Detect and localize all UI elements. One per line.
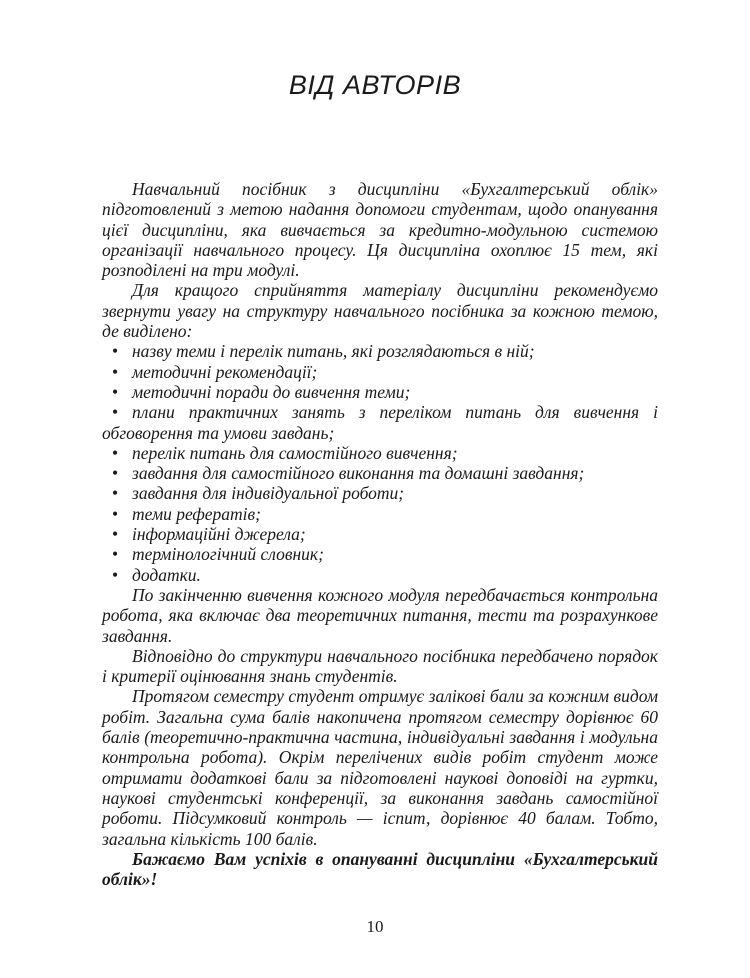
bullet-icon: • <box>112 463 119 484</box>
assessment-paragraph: Відповідно до структури навчального посібника передбачено порядок і критерії оцінювання знань студентів. <box>102 645 658 687</box>
page-title: ВІД АВТОРІВ <box>288 70 462 100</box>
list-item: • додатки. <box>112 564 201 585</box>
list-item: • методичні поради до вивчення теми; <box>112 381 411 402</box>
list-item: • перелік питань для самостійного вивчення; <box>112 442 458 463</box>
bullet-icon: • <box>112 442 119 463</box>
bullet-icon: • <box>112 381 119 402</box>
list-item: • інформаційні джерела; <box>112 524 306 545</box>
list-item: • завдання для індивідуальної роботи; <box>112 483 405 504</box>
scoring-paragraph: Протягом семестру студент отримує залікові бали за кожним видом робіт. Загальна сума балів накопичена протягом семестру дорівнює 60 балів (теоретично-практична частина, індивідуальні завдання і модульна контрольна робота). Окрім перелічених видів робіт студент може отримати додаткові бали за підготовлені наукові доповіді на гуртки, наукові студентські конференції, за виконання завдань самостійної роботи. Підсумковий контроль — іспит, дорівнює 40 балам. Тобто, загальна кількість 100 балів. <box>102 686 658 849</box>
bullet-icon: • <box>112 524 119 545</box>
bullet-icon: • <box>112 544 119 565</box>
list-item: • завдання для самостійного виконання та домашні завдання; <box>112 463 585 484</box>
list-item: • теми рефератів; <box>112 503 261 524</box>
module-control-paragraph: По закінченню вивчення кожного модуля передбачається контрольна робота, яка включає два теоретичних питання, тести та розрахункове завдання. <box>102 584 658 646</box>
bullet-icon: • <box>112 341 119 362</box>
preface-text <box>102 179 658 889</box>
bullet-icon: • <box>112 564 119 585</box>
bullet-icon: • <box>112 483 119 504</box>
list-item: • термінологічний словник; <box>112 544 324 565</box>
bullet-icon: • <box>112 503 119 524</box>
bullet-icon: • <box>112 402 119 423</box>
structure-intro-paragraph: Для кращого сприйняття матеріалу дисципліни рекомендуємо звернути увагу на структуру навчального посібника за кожною темою, де виділено: <box>102 280 658 342</box>
list-item: • плани практичних занять з переліком питань для вивчення і обговорення та умови завдань; <box>102 402 658 443</box>
bullet-icon: • <box>112 361 119 382</box>
structure-list <box>102 341 658 585</box>
intro-paragraph: Навчальний посібник з дисципліни «Бухгалтерський облік» підготовлений з метою надання допомоги студентам, щодо опанування цієї дисципліни, яка вивчається за кредитно-модульною системою організації навчального процесу. Ця дисципліна охоплює 15 тем, які розподілені на три модулі. <box>102 179 658 281</box>
list-item: • назву теми і перелік питань, які розглядаються в ній; <box>112 341 535 362</box>
closing-paragraph: Бажаємо Вам успіхів в опануванні дисципліни «Бухгалтерський облік»! <box>102 848 658 890</box>
page-number: 10 <box>366 917 384 936</box>
list-item: • методичні рекомендації; <box>112 361 318 382</box>
